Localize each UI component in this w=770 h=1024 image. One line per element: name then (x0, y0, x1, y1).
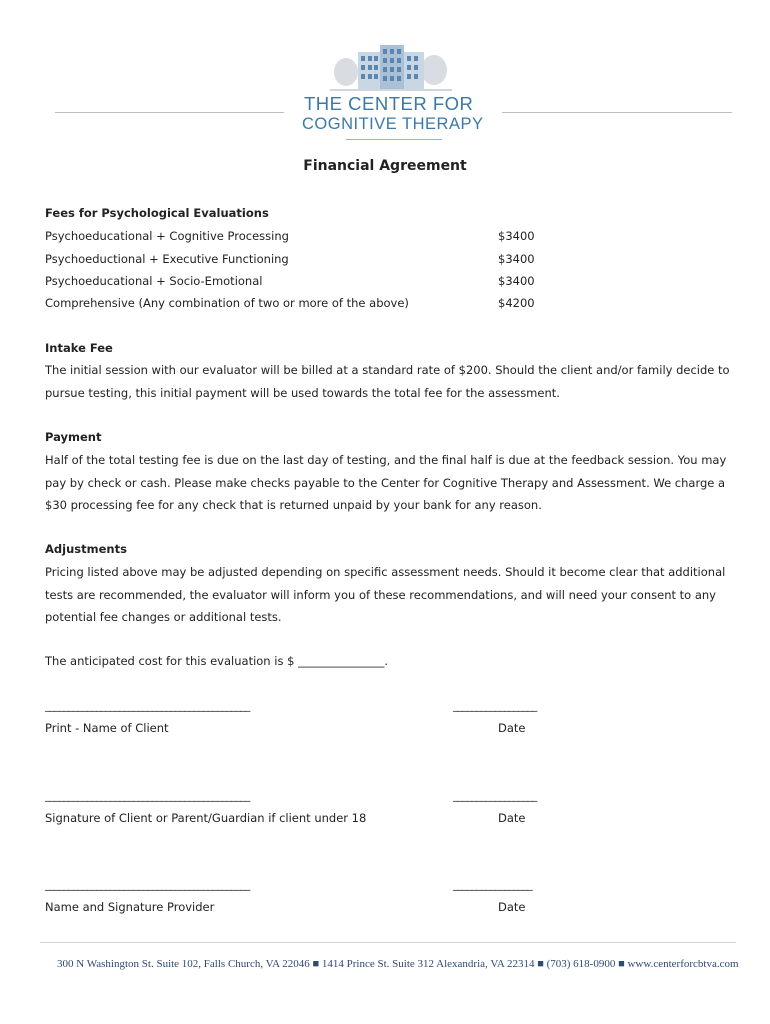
fee-label: Comprehensive (Any combination of two or more of the above) (45, 296, 409, 310)
adjustments-heading: Adjustments (45, 542, 127, 556)
footer-rule (40, 942, 736, 943)
date-line[interactable]: __________________ (453, 700, 537, 712)
signature-label: Signature of Client or Parent/Guardian if client under 18 (45, 811, 367, 825)
fee-price: $3400 (498, 252, 535, 266)
logo-underline (346, 139, 442, 140)
payment-heading: Payment (45, 430, 102, 444)
logo-line2: COGNITIVE THERAPY (302, 115, 484, 133)
date-line[interactable]: __________________ (453, 790, 537, 802)
adjustments-text: Pricing listed above may be adjusted depending on specific assessment needs. Should it become clear that additional tests are recommended, the evaluator will inform you of these recommendations, and will need your consent to any potential fee changes or additional tests. (45, 565, 726, 624)
anticipated-cost-line: The anticipated cost for this evaluation is $ _______________. (45, 654, 388, 668)
fee-label: Psychoeductional + Executive Functioning (45, 252, 289, 266)
logo-line1: THE CENTER FOR (304, 93, 474, 114)
page-title: Financial Agreement (303, 158, 467, 174)
signature-line[interactable]: ____________________________________________ (45, 790, 250, 802)
intake-heading: Intake Fee (45, 341, 113, 355)
footer-address: 300 N Washington St. Suite 102, Falls Church, VA 22046 ■ 1414 Prince St. Suite 312 Alexandria, VA 22314 ■ (703) 618-0900 ■ www.centerforcbtva.com (57, 958, 739, 970)
building-logo-icon (330, 42, 452, 92)
fee-price: $3400 (498, 274, 535, 288)
date-label: Date (498, 721, 526, 735)
date-label: Date (498, 811, 526, 825)
fee-label: Psychoeducational + Socio-Emotional (45, 274, 263, 288)
fee-price: $4200 (498, 296, 535, 310)
intake-text: The initial session with our evaluator will be billed at a standard rate of $200. Should the client and/or family decide to pursue testing, this initial payment will be used towards the total fee for the assessment. (45, 363, 730, 400)
signature-line[interactable]: ____________________________________________ (45, 700, 250, 712)
payment-text: Half of the total testing fee is due on the last day of testing, and the final half is due at the feedback session. You may pay by check or cash. Please make checks payable to the Center for Cognitive Therapy and Assessment. We charge a $30 processing fee for any check that is returned unpaid by your bank for any reason. (45, 453, 727, 512)
signature-line[interactable]: ____________________________________________ (45, 879, 250, 891)
date-label: Date (498, 900, 526, 914)
fees-heading: Fees for Psychological Evaluations (45, 206, 269, 220)
fee-label: Psychoeducational + Cognitive Processing (45, 229, 289, 243)
fee-price: $3400 (498, 229, 535, 243)
header-rule-right (502, 112, 732, 113)
signature-label: Print - Name of Client (45, 721, 169, 735)
header-rule-left (55, 112, 284, 113)
date-line[interactable]: _________________ (453, 879, 533, 891)
signature-label: Name and Signature Provider (45, 900, 215, 914)
